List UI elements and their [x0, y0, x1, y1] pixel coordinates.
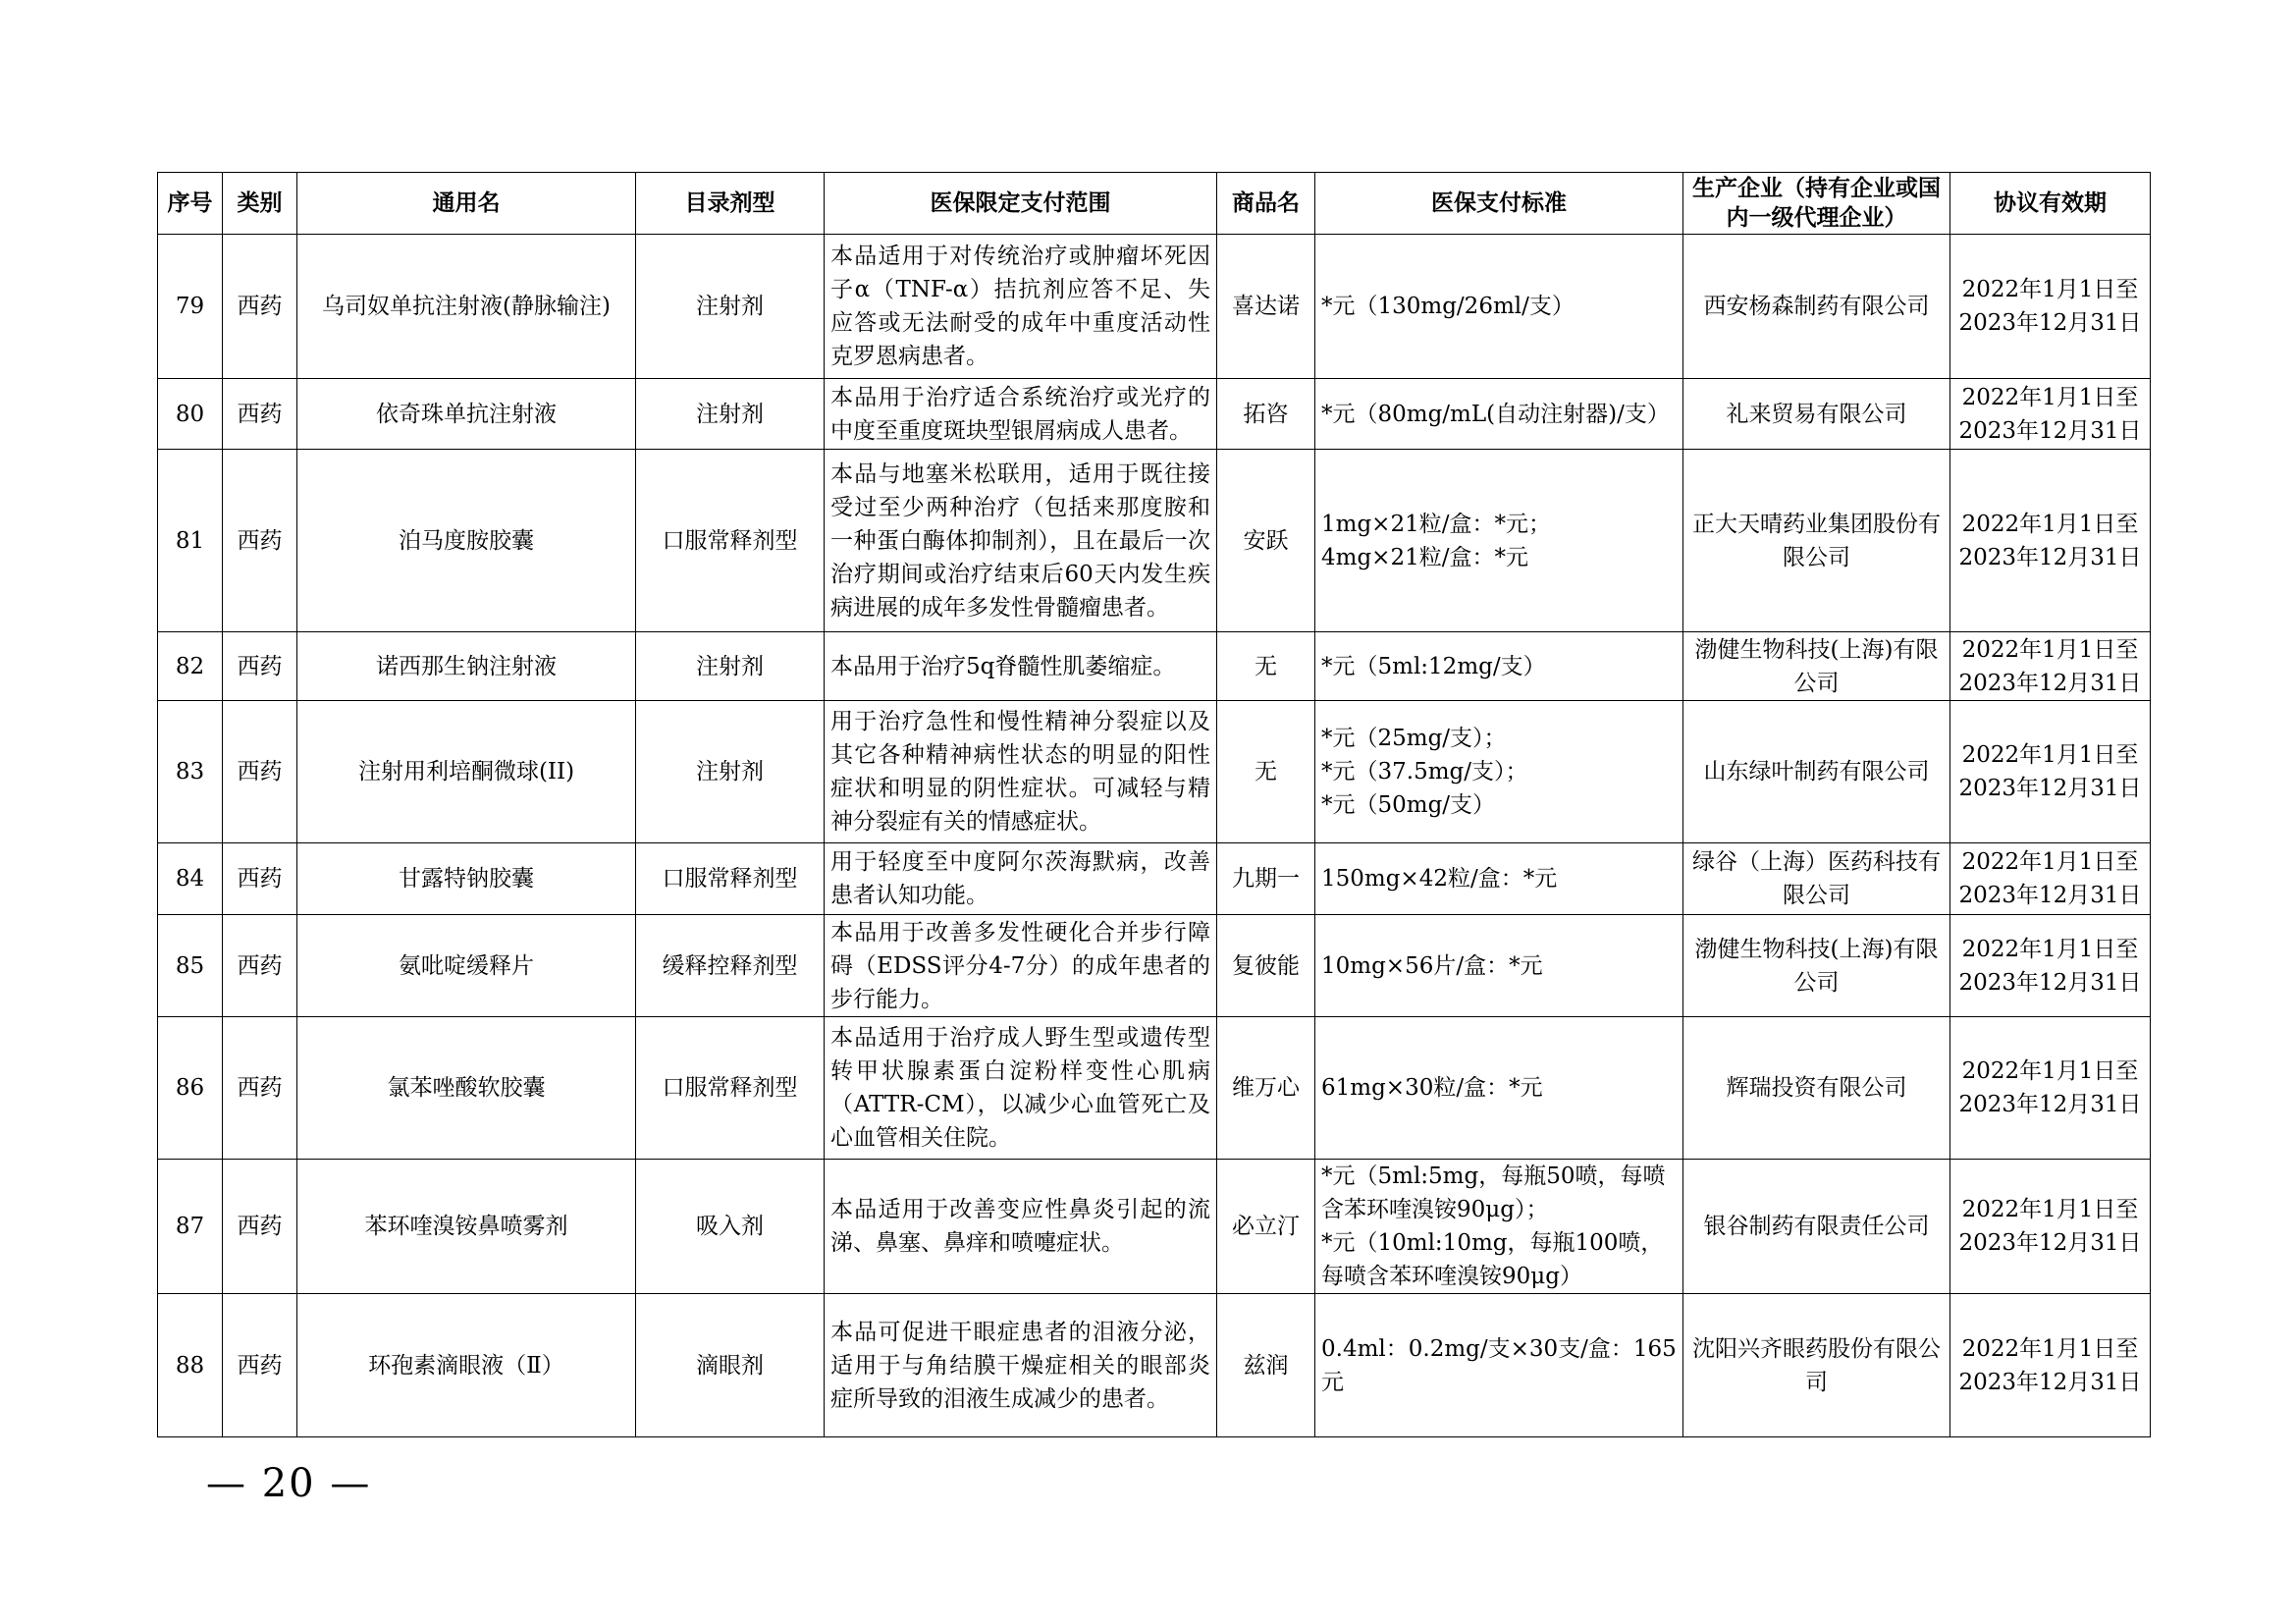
cell-agreement-validity	[1950, 235, 2151, 379]
cell-generic-name: 注射用利培酮微球(II)	[297, 701, 636, 843]
cell-agreement-validity	[1950, 701, 2151, 843]
cell-manufacturer: 礼来贸易有限公司	[1683, 379, 1950, 450]
cell-agreement-validity	[1950, 379, 2151, 450]
validity-end: 2023年12月31日	[1958, 1092, 2142, 1117]
table-row	[158, 1294, 2151, 1437]
cell-payment-scope: 本品适用于对传统治疗或肿瘤坏死因子α（TNF-α）拮抗剂应答不足、失应答或无法耐受的成年中重度活动性克罗恩病患者。	[825, 235, 1217, 379]
cell-category: 西药	[223, 843, 297, 915]
cell-seq: 79	[158, 235, 223, 379]
validity-end: 2023年12月31日	[1958, 417, 2142, 444]
validity-end: 2023年12月31日	[1958, 776, 2142, 801]
cell-agreement-validity	[1950, 632, 2151, 701]
cell-manufacturer: 辉瑞投资有限公司	[1683, 1017, 1950, 1160]
cell-payment-standard	[1315, 632, 1683, 701]
header-dosage-form: 目录剂型	[636, 173, 825, 235]
validity-end: 2023年12月31日	[1958, 544, 2142, 570]
cell-seq: 88	[158, 1294, 223, 1437]
cell-generic-name: 氨吡啶缓释片	[297, 915, 636, 1017]
cell-payment-standard	[1315, 1294, 1683, 1437]
table-body	[158, 235, 2151, 1437]
cell-agreement-validity	[1950, 915, 2151, 1017]
cell-agreement-validity	[1950, 1294, 2151, 1437]
cell-manufacturer: 渤健生物科技(上海)有限公司	[1683, 632, 1950, 701]
cell-category: 西药	[223, 1294, 297, 1437]
cell-dosage-form: 口服常释剂型	[636, 843, 825, 915]
validity-end: 2023年12月31日	[1958, 310, 2142, 336]
cell-dosage-form: 注射剂	[636, 379, 825, 450]
cell-dosage-form: 缓释控释剂型	[636, 915, 825, 1017]
table-row	[158, 450, 2151, 632]
cell-generic-name: 泊马度胺胶囊	[297, 450, 636, 632]
cell-seq: 85	[158, 915, 223, 1017]
payment-standard-line: *元（130mg/26ml/支）	[1321, 294, 1575, 319]
cell-agreement-validity	[1950, 1017, 2151, 1160]
table-row	[158, 235, 2151, 379]
cell-manufacturer: 沈阳兴齐眼药股份有限公司	[1683, 1294, 1950, 1437]
header-generic-name: 通用名	[297, 173, 636, 235]
cell-category: 西药	[223, 235, 297, 379]
table-row	[158, 379, 2151, 450]
header-row	[158, 173, 2151, 235]
validity-start: 2022年1月1日至	[1961, 384, 2139, 410]
cell-payment-scope: 本品适用于治疗成人野生型或遗传型转甲状腺素蛋白淀粉样变性心肌病（ATTR-CM），以减少心血管死亡及心血管相关住院。	[825, 1017, 1217, 1160]
header-agreement-validity: 协议有效期	[1950, 173, 2151, 235]
payment-standard-line: *元（80mg/mL(自动注射器)/支）	[1321, 401, 1670, 427]
cell-brand-name: 喜达诺	[1217, 235, 1315, 379]
cell-payment-standard	[1315, 1017, 1683, 1160]
cell-seq: 84	[158, 843, 223, 915]
validity-start: 2022年1月1日至	[1961, 277, 2139, 302]
cell-category: 西药	[223, 701, 297, 843]
cell-generic-name: 依奇珠单抗注射液	[297, 379, 636, 450]
payment-standard-line: 150mg×42粒/盒：*元	[1321, 866, 1558, 892]
cell-dosage-form: 口服常释剂型	[636, 450, 825, 632]
header-seq: 序号	[158, 173, 223, 235]
cell-generic-name: 乌司奴单抗注射液(静脉输注)	[297, 235, 636, 379]
payment-standard-line: *元（5ml:5mg，每瓶50喷，每喷含苯环喹溴铵90μg）；	[1321, 1164, 1666, 1222]
cell-payment-standard	[1315, 235, 1683, 379]
cell-category: 西药	[223, 915, 297, 1017]
validity-end: 2023年12月31日	[1958, 1230, 2142, 1256]
validity-start: 2022年1月1日至	[1961, 1058, 2139, 1084]
cell-category: 西药	[223, 379, 297, 450]
table-row	[158, 1160, 2151, 1294]
payment-standard-line: *元（5ml:12mg/支）	[1321, 653, 1546, 679]
cell-generic-name: 甘露特钠胶囊	[297, 843, 636, 915]
cell-payment-scope: 本品与地塞米松联用，适用于既往接受过至少两种治疗（包括来那度胺和一种蛋白酶体抑制剂），且在最后一次治疗期间或治疗结束后60天内发生疾病进展的成年多发性骨髓瘤患者。	[825, 450, 1217, 632]
cell-dosage-form: 吸入剂	[636, 1160, 825, 1294]
table-row	[158, 1017, 2151, 1160]
cell-category: 西药	[223, 632, 297, 701]
validity-end: 2023年12月31日	[1958, 969, 2142, 996]
cell-payment-standard	[1315, 379, 1683, 450]
table-row	[158, 632, 2151, 701]
cell-brand-name: 复彼能	[1217, 915, 1315, 1017]
cell-payment-scope: 本品用于治疗适合系统治疗或光疗的中度至重度斑块型银屑病成人患者。	[825, 379, 1217, 450]
validity-start: 2022年1月1日至	[1961, 511, 2139, 537]
validity-start: 2022年1月1日至	[1961, 742, 2139, 768]
validity-end: 2023年12月31日	[1958, 1369, 2142, 1395]
validity-end: 2023年12月31日	[1958, 883, 2142, 908]
cell-manufacturer: 正大天晴药业集团股份有限公司	[1683, 450, 1950, 632]
cell-payment-scope: 本品适用于改善变应性鼻炎引起的流涕、鼻塞、鼻痒和喷嚏症状。	[825, 1160, 1217, 1294]
cell-dosage-form: 注射剂	[636, 235, 825, 379]
header-category: 类别	[223, 173, 297, 235]
header-manufacturer: 生产企业（持有企业或国内一级代理企业）	[1683, 173, 1950, 235]
cell-seq: 83	[158, 701, 223, 843]
cell-brand-name: 拓咨	[1217, 379, 1315, 450]
cell-agreement-validity	[1950, 843, 2151, 915]
cell-seq: 80	[158, 379, 223, 450]
cell-manufacturer: 银谷制药有限责任公司	[1683, 1160, 1950, 1294]
cell-payment-scope: 用于治疗急性和慢性精神分裂症以及其它各种精神病性状态的明显的阳性症状和明显的阴性症状。可减轻与精神分裂症有关的情感症状。	[825, 701, 1217, 843]
cell-seq: 82	[158, 632, 223, 701]
cell-category: 西药	[223, 1160, 297, 1294]
cell-category: 西药	[223, 450, 297, 632]
header-brand-name: 商品名	[1217, 173, 1315, 235]
payment-standard-line: *元（25mg/支）；	[1321, 726, 1507, 751]
table-row	[158, 915, 2151, 1017]
cell-manufacturer: 绿谷（上海）医药科技有限公司	[1683, 843, 1950, 915]
page-number: — 20 —	[206, 1461, 372, 1506]
cell-dosage-form: 注射剂	[636, 701, 825, 843]
cell-dosage-form: 注射剂	[636, 632, 825, 701]
cell-manufacturer: 山东绿叶制药有限公司	[1683, 701, 1950, 843]
payment-standard-line: *元（10ml:10mg，每瓶100喷，每喷含苯环喹溴铵90μg）	[1321, 1230, 1664, 1289]
cell-seq: 86	[158, 1017, 223, 1160]
drug-table	[157, 172, 2151, 1437]
cell-brand-name: 无	[1217, 632, 1315, 701]
cell-agreement-validity	[1950, 450, 2151, 632]
validity-start: 2022年1月1日至	[1961, 1335, 2139, 1362]
cell-brand-name: 九期一	[1217, 843, 1315, 915]
cell-manufacturer: 渤健生物科技(上海)有限公司	[1683, 915, 1950, 1017]
table-row	[158, 843, 2151, 915]
cell-dosage-form: 滴眼剂	[636, 1294, 825, 1437]
header-payment-standard: 医保支付标准	[1315, 173, 1683, 235]
cell-payment-scope: 本品可促进干眼症患者的泪液分泌，适用于与角结膜干燥症相关的眼部炎症所导致的泪液生成减少的患者。	[825, 1294, 1217, 1437]
cell-generic-name: 苯环喹溴铵鼻喷雾剂	[297, 1160, 636, 1294]
cell-brand-name: 无	[1217, 701, 1315, 843]
cell-payment-standard	[1315, 1160, 1683, 1294]
cell-payment-scope: 本品用于治疗5q脊髓性肌萎缩症。	[825, 632, 1217, 701]
cell-seq: 87	[158, 1160, 223, 1294]
cell-payment-standard	[1315, 701, 1683, 843]
cell-brand-name: 兹润	[1217, 1294, 1315, 1437]
payment-standard-line: 0.4ml：0.2mg/支×30支/盒：165元	[1321, 1335, 1677, 1395]
table-row	[158, 701, 2151, 843]
payment-standard-line: *元（37.5mg/支）；	[1321, 759, 1528, 785]
validity-end: 2023年12月31日	[1958, 670, 2142, 696]
cell-seq: 81	[158, 450, 223, 632]
cell-payment-scope: 用于轻度至中度阿尔茨海默病，改善患者认知功能。	[825, 843, 1217, 915]
cell-generic-name: 诺西那生钠注射液	[297, 632, 636, 701]
validity-start: 2022年1月1日至	[1961, 849, 2139, 875]
payment-standard-line: *元（50mg/支）	[1321, 792, 1496, 818]
cell-payment-standard	[1315, 915, 1683, 1017]
payment-standard-line: 4mg×21粒/盒：*元	[1321, 544, 1528, 570]
cell-manufacturer: 西安杨森制药有限公司	[1683, 235, 1950, 379]
cell-brand-name: 维万心	[1217, 1017, 1315, 1160]
header-payment-scope: 医保限定支付范围	[825, 173, 1217, 235]
validity-start: 2022年1月1日至	[1961, 936, 2139, 962]
cell-agreement-validity	[1950, 1160, 2151, 1294]
cell-generic-name: 氯苯唑酸软胶囊	[297, 1017, 636, 1160]
cell-payment-standard	[1315, 843, 1683, 915]
cell-brand-name: 安跃	[1217, 450, 1315, 632]
payment-standard-line: 1mg×21粒/盒：*元；	[1321, 511, 1551, 537]
cell-category: 西药	[223, 1017, 297, 1160]
cell-dosage-form: 口服常释剂型	[636, 1017, 825, 1160]
validity-start: 2022年1月1日至	[1961, 636, 2139, 663]
cell-generic-name: 环孢素滴眼液（Ⅱ）	[297, 1294, 636, 1437]
cell-brand-name: 必立汀	[1217, 1160, 1315, 1294]
cell-payment-standard	[1315, 450, 1683, 632]
cell-payment-scope: 本品用于改善多发性硬化合并步行障碍（EDSS评分4-7分）的成年患者的步行能力。	[825, 915, 1217, 1017]
validity-start: 2022年1月1日至	[1961, 1197, 2139, 1222]
payment-standard-line: 10mg×56片/盒：*元	[1321, 952, 1543, 979]
payment-standard-line: 61mg×30粒/盒：*元	[1321, 1075, 1543, 1101]
